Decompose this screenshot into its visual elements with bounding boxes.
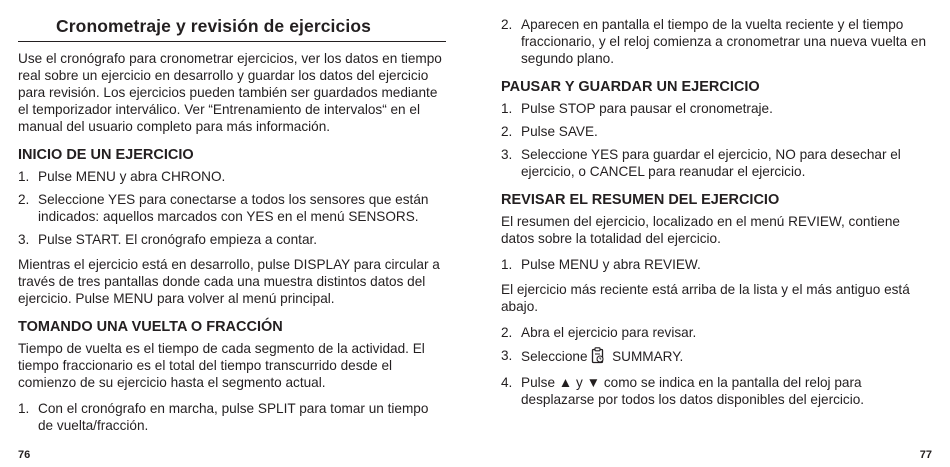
down-arrow-icon: ▼ [586, 375, 601, 390]
list-item: 3. Pulse START. El cronógrafo empieza a contar. [18, 232, 318, 247]
review-steps-list-b [501, 324, 932, 408]
display-paragraph: Mientras el ejercicio está en desarrollo, pulse DISPLAY para circular a través de tres pantallas donde cada una muestra distintos datos del ejercicio. Pulse MENU para volver al menú principal. [18, 257, 440, 306]
pause-steps-list [501, 100, 932, 180]
start-steps-list [18, 168, 447, 248]
summary-clipboard-icon [591, 347, 605, 368]
list-item: 2. Seleccione YES para conectarse a todos los sensores que están indicados: aquellos marcados con YES en el menú SENSORS. [18, 192, 429, 224]
lap-steps-continued [501, 16, 932, 67]
list-item: 2. Aparecen en pantalla el tiempo de la vuelta reciente y el tiempo fraccionario, y el reloj comienza a cronometrar una nueva vuelta en segundo plano. [501, 17, 927, 66]
page-title: Cronometraje y revisión de ejercicios [56, 16, 371, 36]
list-item: 1. Pulse STOP para pausar el cronometraje. [501, 101, 773, 116]
right-page [475, 0, 950, 467]
section-heading-pause: PAUSAR Y GUARDAR UN EJERCICIO [501, 79, 760, 95]
review-steps-list-a [501, 256, 932, 273]
review-paragraph-2: El ejercicio más reciente está arriba de la lista y el más antiguo está abajo. [501, 282, 910, 314]
section-heading-lap: TOMANDO UNA VUELTA O FRACCIÓN [18, 319, 283, 335]
lap-paragraph: Tiempo de vuelta es el tiempo de cada segmento de la actividad. El tiempo fraccionario es el total del tiempo transcurrido desde el comienzo de su ejercicio hasta el segmento actual. [18, 341, 425, 390]
up-arrow-icon: ▲ [558, 375, 573, 390]
list-item: 2. Pulse SAVE. [501, 124, 598, 139]
page-number-right: 77 [919, 449, 932, 461]
lap-steps-list [18, 400, 447, 434]
list-item: 1. Pulse MENU y abra REVIEW. [501, 257, 701, 272]
list-item: 3. Seleccione SUMMARY. [501, 347, 932, 368]
section-heading-review: REVISAR EL RESUMEN DEL EJERCICIO [501, 192, 780, 208]
list-item: 1. Con el cronógrafo en marcha, pulse SPLIT para tomar un tiempo de vuelta/fracción. [18, 401, 429, 433]
list-item: 1. Pulse MENU y abra CHRONO. [18, 169, 226, 184]
section-heading-start: INICIO DE UN EJERCICIO [18, 147, 194, 163]
list-item: 2. Abra el ejercicio para revisar. [501, 325, 697, 340]
review-paragraph-1: El resumen del ejercicio, localizado en el menú REVIEW, contiene datos sobre la totalidad del ejercicio. [501, 214, 900, 246]
intro-paragraph: Use el cronógrafo para cronometrar ejercicios, ver los datos en tiempo real sobre un ejercicio en desarrollo y guardar los datos del ejercicio para revisión. Los ejercicios pueden también ser guardados mediante el temporizador interválico. Ver “Entrenamiento de intervalos“ en el manual del usuario completo para más información. [18, 51, 442, 134]
list-item: 3. Seleccione YES para guardar el ejercicio, NO para desechar el ejercicio, o CANCEL para reanudar el ejercicio. [501, 147, 901, 179]
list-item: 4. Pulse ▲ y ▼ como se indica en la pantalla del reloj para desplazarse por todos los datos disponibles del ejercicio. [501, 375, 865, 407]
title-rule [18, 41, 446, 42]
page-number-left: 76 [18, 449, 31, 461]
